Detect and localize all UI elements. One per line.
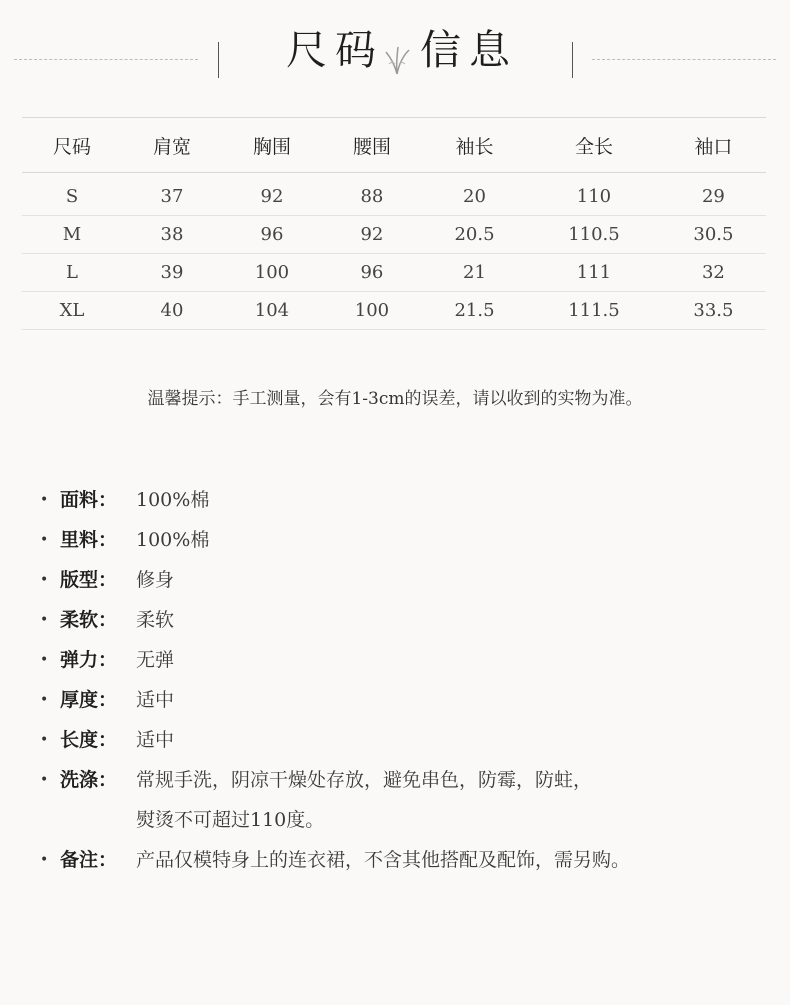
page-title-part2: 信息	[420, 26, 518, 74]
detail-value: 常规手洗，阴凉干燥处存放，避免串色，防霉，防蛀，	[136, 769, 593, 791]
col-header-total-length: 全长	[527, 118, 661, 173]
table-header-row	[22, 118, 766, 173]
col-header-shoulder: 肩宽	[122, 118, 222, 173]
table-row	[22, 216, 766, 254]
table-cell: 96	[322, 254, 422, 292]
detail-value-continued: 熨烫不可超过110度。	[136, 809, 325, 831]
col-header-sleeve-length: 袖长	[422, 118, 527, 173]
detail-label: 洗涤：	[60, 769, 118, 791]
table-cell: L	[22, 254, 122, 292]
bullet-dot: •	[40, 572, 49, 588]
table-row	[22, 173, 766, 216]
detail-label: 面料：	[60, 489, 118, 511]
bullet-dot: •	[40, 692, 49, 708]
detail-thickness	[40, 680, 760, 720]
detail-length	[40, 720, 760, 760]
bullet-dot: •	[40, 492, 49, 508]
table-cell: 40	[122, 292, 222, 330]
col-header-size: 尺码	[22, 118, 122, 173]
detail-fabric	[40, 480, 760, 520]
table-cell: 32	[661, 254, 766, 292]
col-header-chest: 胸围	[222, 118, 322, 173]
divider-right	[592, 59, 776, 60]
detail-fit	[40, 560, 760, 600]
table-cell: 21	[422, 254, 527, 292]
bullet-dot: •	[40, 732, 49, 748]
detail-value: 100%棉	[136, 529, 210, 551]
measurement-tip: 温馨提示：手工测量，会有1-3cm的误差，请以收到的实物为准。	[147, 389, 643, 409]
table-cell: 111.5	[527, 292, 661, 330]
detail-value: 修身	[136, 569, 175, 591]
divider-bar-left	[218, 42, 219, 78]
detail-value: 100%棉	[136, 489, 210, 511]
table-cell: 33.5	[661, 292, 766, 330]
detail-value: 适中	[136, 689, 175, 711]
col-header-waist: 腰围	[322, 118, 422, 173]
bullet-dot: •	[40, 772, 49, 788]
detail-elasticity	[40, 640, 760, 680]
detail-label: 厚度：	[60, 689, 118, 711]
detail-softness	[40, 600, 760, 640]
table-cell: 38	[122, 216, 222, 254]
bullet-dot: •	[40, 532, 49, 548]
detail-label: 弹力：	[60, 649, 118, 671]
detail-label: 里料：	[60, 529, 118, 551]
detail-note	[40, 840, 760, 880]
product-details	[40, 480, 760, 880]
table-cell: 21.5	[422, 292, 527, 330]
page-title-part1: 尺码	[286, 26, 384, 74]
table-cell: 37	[122, 173, 222, 216]
table-cell: 104	[222, 292, 322, 330]
table-cell: 88	[322, 173, 422, 216]
detail-value: 无弹	[136, 649, 175, 671]
detail-value: 柔软	[136, 609, 175, 631]
table-cell: 20.5	[422, 216, 527, 254]
table-cell: 92	[222, 173, 322, 216]
title-row	[0, 0, 790, 118]
table-cell: 30.5	[661, 216, 766, 254]
table-cell: XL	[22, 292, 122, 330]
detail-washing	[40, 760, 760, 840]
col-header-cuff: 袖口	[661, 118, 766, 173]
table-cell: S	[22, 173, 122, 216]
table-cell: 29	[661, 173, 766, 216]
table-cell: 100	[222, 254, 322, 292]
table-row	[22, 254, 766, 292]
table-cell: 111	[527, 254, 661, 292]
detail-label: 长度：	[60, 729, 118, 751]
divider-bar-right	[572, 42, 573, 78]
bullet-dot: •	[40, 652, 49, 668]
detail-label: 版型：	[60, 569, 118, 591]
detail-label: 柔软：	[60, 609, 118, 631]
divider-left	[14, 59, 198, 60]
table-cell: 100	[322, 292, 422, 330]
detail-label: 备注：	[60, 849, 118, 871]
table-cell: 20	[422, 173, 527, 216]
table-cell: 92	[322, 216, 422, 254]
bullet-dot: •	[40, 612, 49, 628]
detail-value: 产品仅模特身上的连衣裙，不含其他搭配及配饰，需另购。	[136, 849, 631, 871]
table-cell: 39	[122, 254, 222, 292]
table-cell: 110	[527, 173, 661, 216]
detail-value: 适中	[136, 729, 175, 751]
table-cell: M	[22, 216, 122, 254]
table-row	[22, 292, 766, 330]
size-table	[22, 117, 766, 330]
table-cell: 110.5	[527, 216, 661, 254]
leaf-icon	[383, 44, 411, 76]
bullet-dot: •	[40, 852, 49, 868]
table-cell: 96	[222, 216, 322, 254]
detail-lining	[40, 520, 760, 560]
